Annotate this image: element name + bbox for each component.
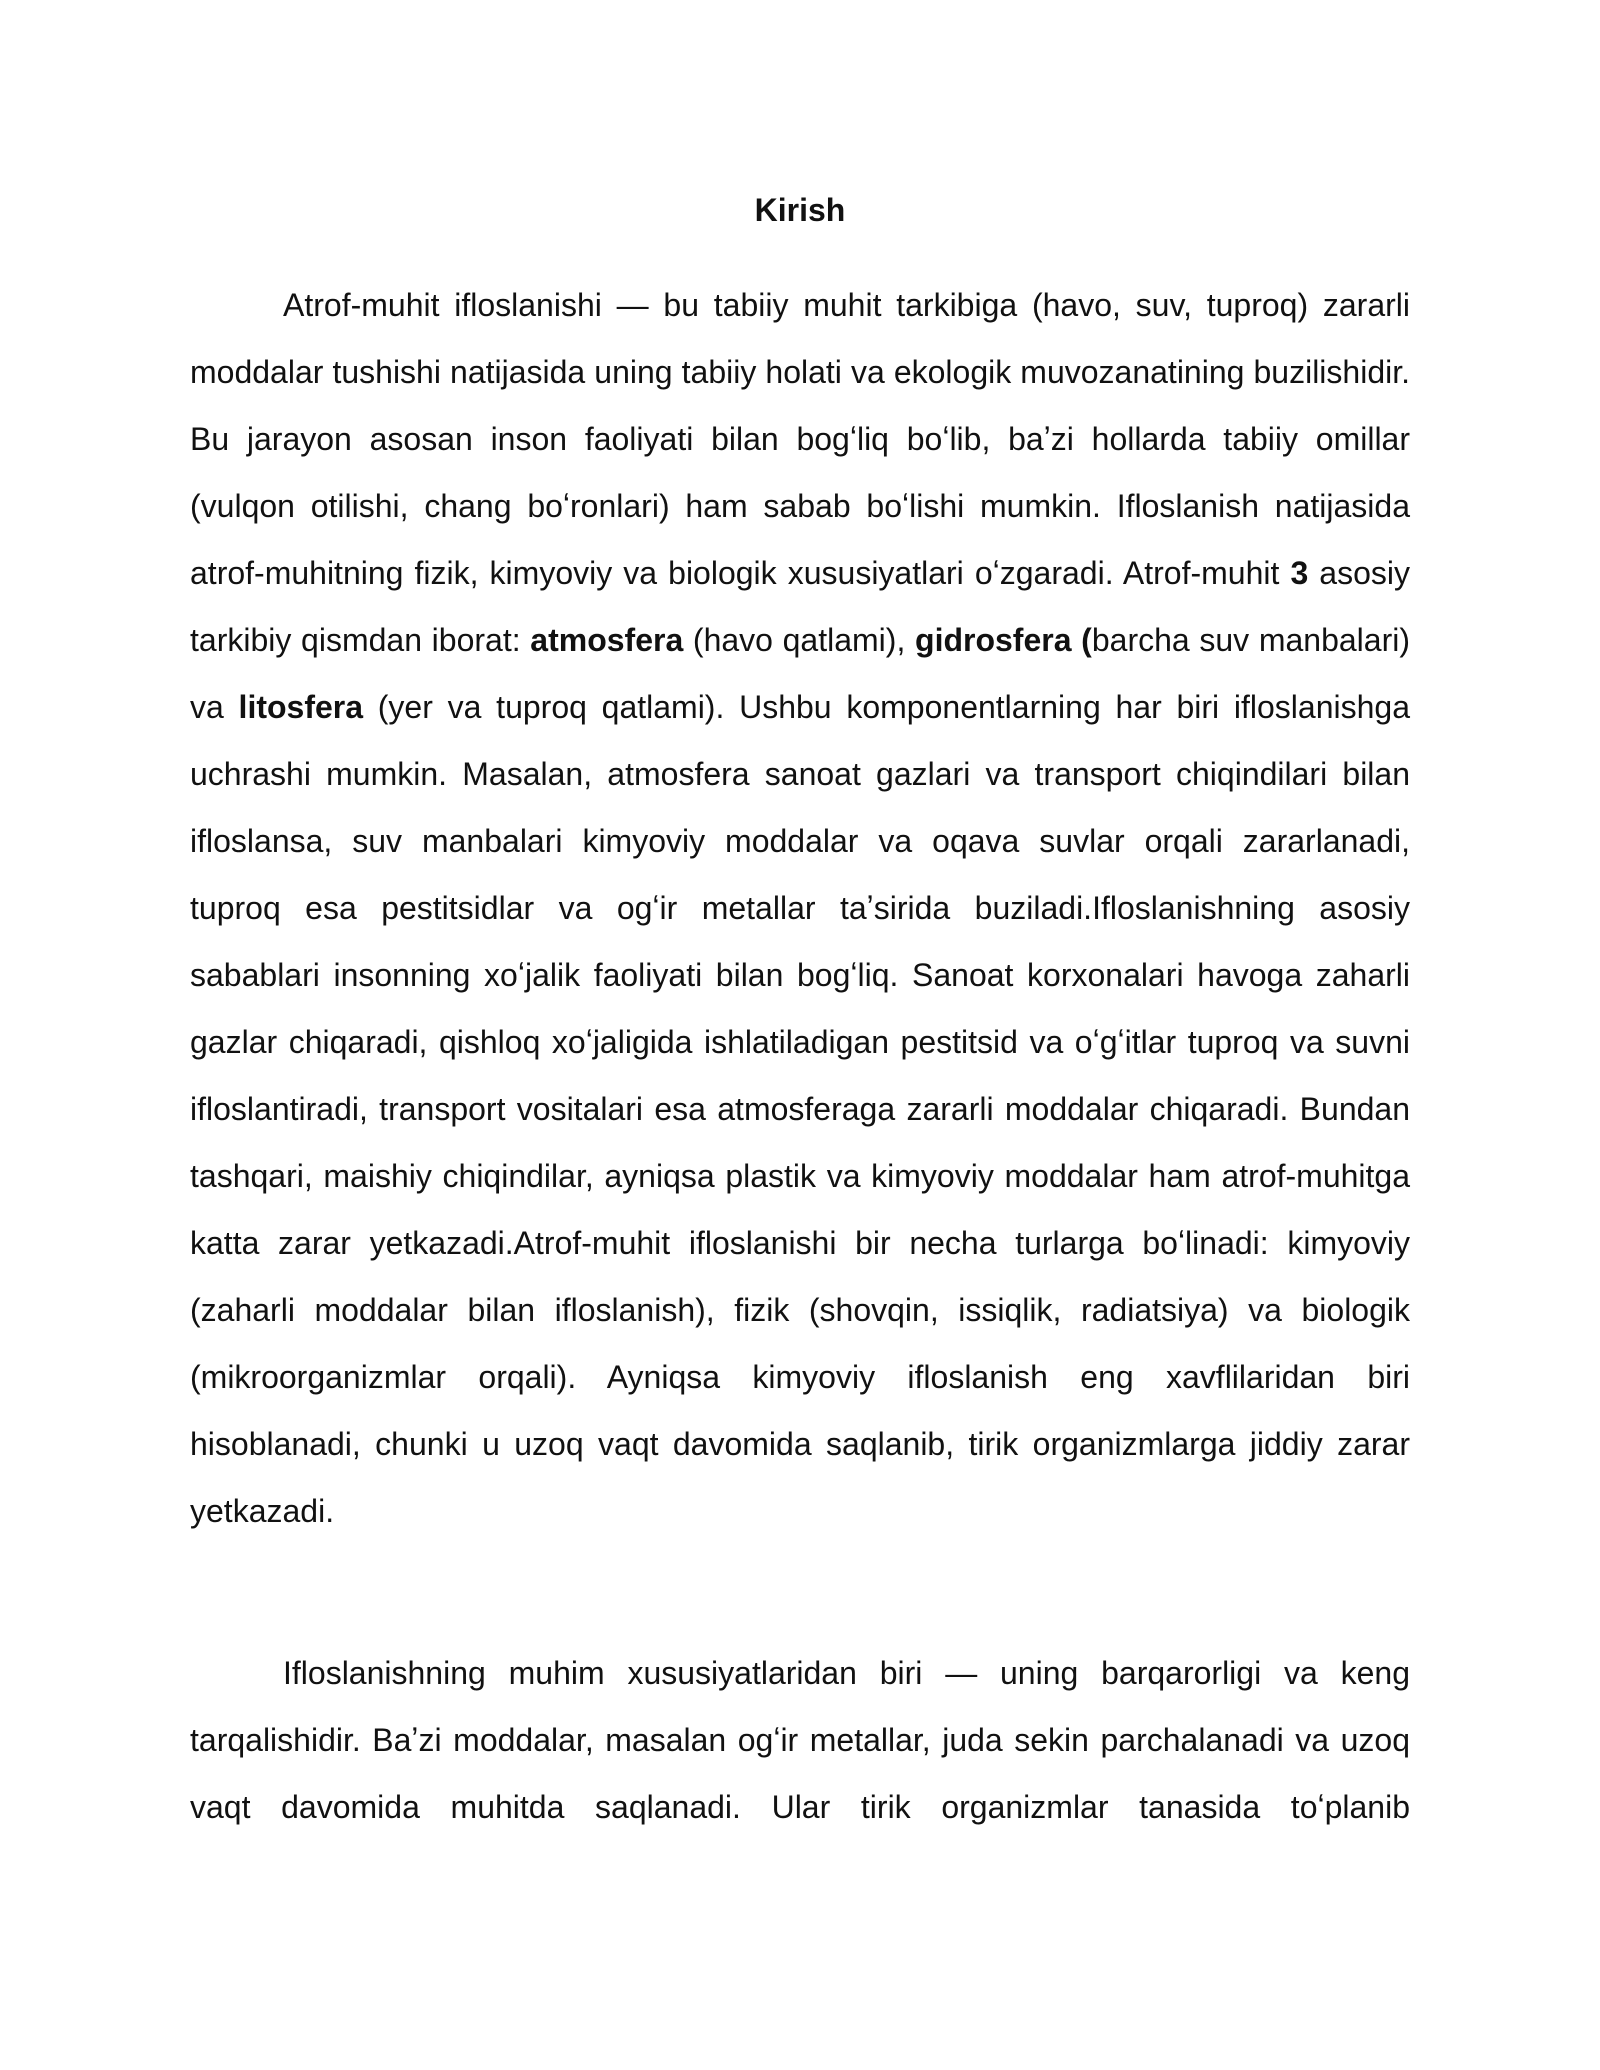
document-title: Kirish: [754, 192, 846, 228]
paragraph-2: Ifloslanishning muhim xususiyatlaridan biri — uning barqarorligi va keng tarqalishidir. Baʼzi moddalar, masalan ogʻir metallar, juda sekin parchalanadi va uzoq vaqt davomida muhitda saqlanadi. Ular tirik organizmlar tanasida toʻplanib: [190, 1655, 1410, 1825]
paragraph-1-container: [190, 272, 1410, 1545]
bold-number-3: 3: [1290, 555, 1309, 591]
bold-gidrosfera: gidrosfera (: [915, 622, 1092, 658]
bold-atmosfera: atmosfera: [530, 622, 684, 658]
paragraph-1-part-1: Atrof-muhit ifloslanishi — bu tabiiy muhit tarkibiga (havo, suv, tuproq) zararli moddalar tushishi natijasida uning tabiiy holati va ekologik muvozanatining buzilishidir. Bu jarayon asosan inson faoliyati bilan bogʻliq boʻlib, baʼzi hollarda tabiiy omillar (vulqon otilishi, chang boʻronlari) ham sabab boʻlishi mumkin. Ifloslanish natijasida atrof-muhitning fizik, kimyoviy va biologik xususiyatlari oʻzgaradi. Atrof-muhit: [190, 287, 1410, 591]
paragraph-1-part-5: (yer va tuproq qatlami). Ushbu komponentlarning har biri ifloslanishga uchrashi mumkin. Masalan, atmosfera sanoat gazlari va transport chiqindilari bilan ifloslansa, suv manbalari kimyoviy moddalar va oqava suvlar orqali zararlanadi, tuproq esa pestitsidlar va ogʻir metallar taʼsirida buziladi.Ifloslanishning asosiy sabablari insonning xoʻjalik faoliyati bilan bogʻliq. Sanoat korxonalari havoga zaharli gazlar chiqaradi, qishloq xoʻjaligida ishlatiladigan pestitsid va oʻgʻitlar tuproq va suvni ifloslantiradi, transport vositalari esa atmosferaga zararli moddalar chiqaradi. Bundan tashqari, maishiy chiqindilar, ayniqsa plastik va kimyoviy moddalar ham atrof-muhitga katta zarar yetkazadi.Atrof-muhit ifloslanishi bir necha turlarga boʻlinadi: kimyoviy (zaharli moddalar bilan ifloslanish), fizik (shovqin, issiqlik, radiatsiya) va biologik (mikroorganizmlar orqali). Ayniqsa kimyoviy ifloslanish eng xavflilaridan biri hisoblanadi, chunki u uzoq vaqt davomida saqlanib, tirik organizmlarga jiddiy zarar yetkazadi.: [190, 689, 1411, 1529]
bold-litosfera: litosfera: [238, 689, 364, 725]
paragraph-1-part-3: (havo qatlami),: [683, 622, 916, 658]
paragraph-1-part-2: asosiy tarkibiy qismdan iborat:: [190, 555, 1411, 658]
paragraph-2-container: [190, 1640, 1410, 1841]
paragraph-1-part-4: barcha suv manbalari) va: [190, 622, 1411, 725]
paragraph-1: [190, 272, 1410, 1545]
